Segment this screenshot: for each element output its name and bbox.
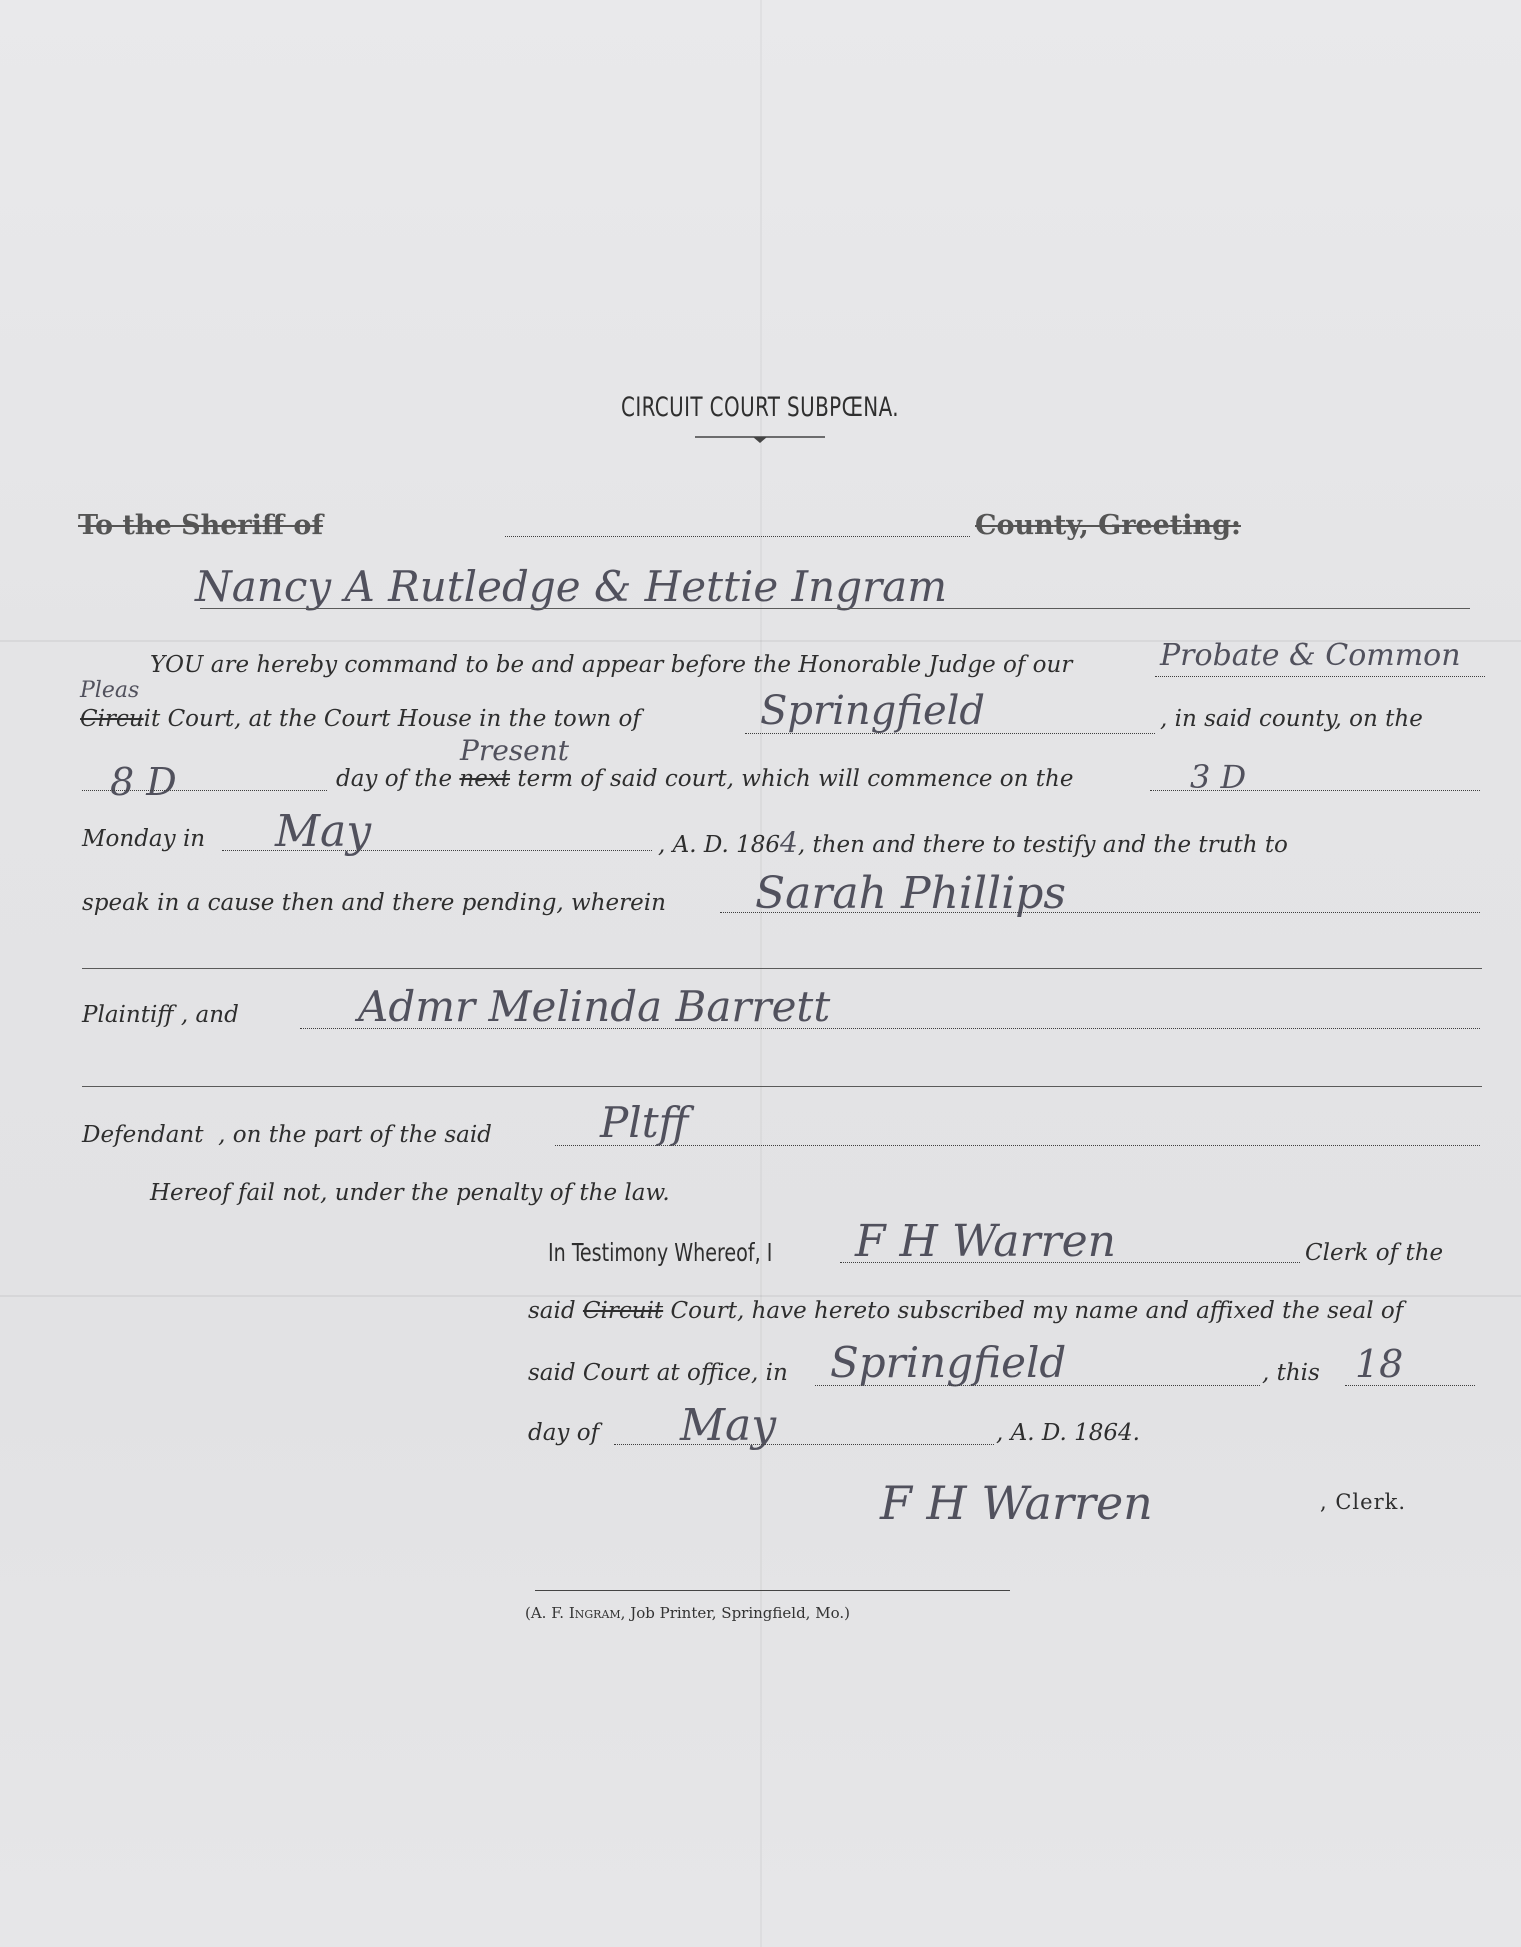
present-insert: Present: [460, 734, 570, 767]
greeting-to-sheriff: To the Sheriff of: [78, 510, 324, 541]
part-line: [555, 1145, 1480, 1146]
court-at-text: it Court, at the Court House in the town of: [143, 706, 641, 732]
said-text: said: [528, 1298, 576, 1324]
court-location: [80, 706, 641, 732]
on-part-text: , on the part of the said: [218, 1122, 492, 1148]
day-number: 8 D: [110, 760, 177, 804]
speak-text: speak in a cause then and there pending, wherein: [82, 890, 666, 916]
footer-rule: [535, 1590, 1010, 1591]
said-court-office: said Court at office, in: [528, 1360, 788, 1386]
office-town: Springfield: [830, 1338, 1067, 1387]
month-name: May: [275, 806, 372, 857]
date-day-line: [1345, 1385, 1475, 1386]
testimony-month: May: [680, 1400, 777, 1451]
next-struck: next: [459, 766, 511, 792]
printer-b: , Job Printer, Springfield, Mo.): [620, 1604, 850, 1622]
date-day: 18: [1355, 1342, 1404, 1386]
town-name: Springfield: [760, 688, 986, 734]
office-town-line: [815, 1385, 1260, 1386]
clerk-of-the-text: Clerk of the: [1305, 1240, 1444, 1266]
plaintiff-name-line: [720, 912, 1480, 913]
defendant-name: Admr Melinda Barrett: [358, 982, 831, 1031]
printer-a: (A. F.: [525, 1604, 569, 1622]
plaintiff-name: Sarah Phillips: [755, 868, 1066, 919]
defendant-label-text: Defendant: [82, 1122, 204, 1148]
title-ornament: [695, 434, 825, 444]
document-title: CIRCUIT COURT SUBPŒNA.: [621, 392, 899, 423]
day-of-term: [336, 766, 1073, 792]
clerk-label: , Clerk.: [1320, 1490, 1407, 1514]
blank-line: [82, 968, 1482, 969]
clerk-name: F H Warren: [855, 1216, 1116, 1267]
blank-line: [82, 1086, 1482, 1087]
pleas-insert: Pleas: [80, 678, 140, 703]
commence-day: 3 D: [1190, 758, 1247, 796]
printer-credit: [525, 1604, 850, 1622]
ad-text: [658, 826, 1288, 859]
hereof-text: Hereof fail not, under the penalty of the law.: [150, 1180, 670, 1206]
part-name: Pltff: [600, 1098, 689, 1147]
then-there-text: , then and there to testify and the truth to: [797, 832, 1288, 858]
monday-in-text: Monday in: [82, 826, 206, 852]
this-text: , this: [1262, 1360, 1320, 1386]
said-county-text: , in said county, on the: [1160, 706, 1423, 732]
month-line: [222, 850, 652, 851]
day-line: [82, 790, 327, 791]
court-type: Probate & Common: [1160, 638, 1461, 673]
said-court-line: [528, 1298, 1403, 1324]
defendant-label: [82, 1122, 492, 1148]
circuit-struck-2: Circuit: [582, 1298, 664, 1324]
witness-line: [200, 608, 1470, 609]
plaintiff-label: [82, 1002, 239, 1028]
commence-line: [1150, 790, 1480, 791]
greeting-county: County, Greeting:: [975, 510, 1241, 541]
clerk-name-line: [840, 1262, 1300, 1263]
and-text: , and: [180, 1002, 239, 1028]
testimony-month-line: [614, 1444, 994, 1445]
day-of-text: day of: [528, 1420, 600, 1446]
command-text: YOU are hereby command to be and appear before the Honorable Judge of our: [150, 652, 1073, 678]
day-of-the-text: day of the: [336, 766, 453, 792]
plaintiff-label-text: Plaintiff: [82, 1002, 174, 1028]
printer-name: Ingram: [568, 1604, 621, 1622]
court-type-line: [1155, 676, 1485, 677]
subscribed-text: Court, have hereto subscribed my name and affixed the seal of: [670, 1298, 1404, 1324]
year-digit: 4: [780, 826, 798, 859]
circuit-struck: Circu: [80, 706, 144, 732]
clerk-signature: F H Warren: [880, 1476, 1153, 1530]
term-text: term of said court, which will commence on the: [517, 766, 1074, 792]
ad-year-text: , A. D. 1864.: [996, 1420, 1140, 1446]
sheriff-blank: [505, 536, 970, 537]
witness-names: Nancy A Rutledge & Hettie Ingram: [195, 562, 948, 611]
in-testimony-text: In Testimony Whereof, I: [548, 1238, 773, 1267]
ad-1864-text: , A. D. 186: [658, 832, 780, 858]
town-line: [745, 733, 1155, 734]
defendant-name-line: [300, 1028, 1480, 1029]
paper-fold: [760, 0, 762, 1947]
